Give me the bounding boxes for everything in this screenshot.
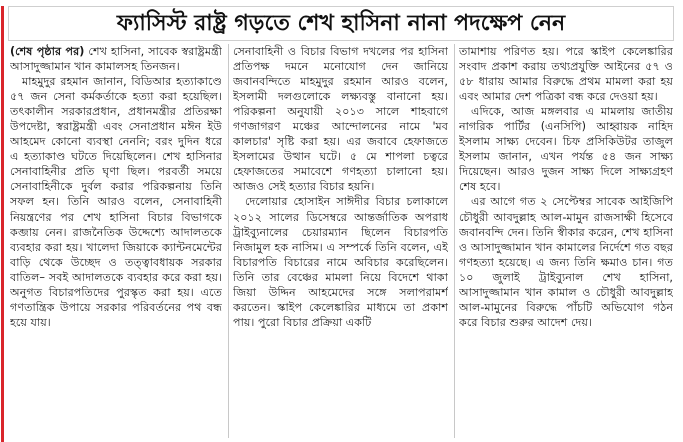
column-divider [228, 44, 229, 438]
paragraph [10, 44, 222, 74]
article-column-1 [10, 44, 222, 440]
paragraph: দেলোয়ার হোসাইন সাঈদীর বিচার চলাকালে ২০১২ সালের ডিসেম্বরে আন্তর্জাতিক অপরাধ ট্রাইব্যুনালের চেয়ারম্যান ছিলেন বিচারপতি নিজামুল হক নাসিম। এ সম্পর্কে তিনি বলেন, এই বিচারপতি বিচারের নামে অবিচার করেছিলেন। তিনি তার বেঞ্চের মামলা নিয়ে বিদেশে থাকা জিয়া উদ্দিন আহমেদের সঙ্গে সলাপরামর্শ করতেন। স্কাইপ কেলেঙ্কারির মাধ্যমে তা প্রকাশ পায়। পুরো বিচার প্রক্রিয়া একটি [233, 195, 448, 329]
paragraph: মাহমুদুর রহমান জানান, বিডিআর হত্যাকাণ্ডে ৫৭ জন সেনা কর্মকর্তাকে হত্যা করা হয়েছিল। তৎকালীন সরকারপ্রধান, প্রধানমন্ত্রীর প্রতিরক্ষা উপদেষ্টা, স্বরাষ্ট্রমন্ত্রী এবং সেনাপ্রধান মঈন ইউ আহমেদ কোনো ব্যবস্থা নেননি; বরং দুদিন ধরে এ হত্যাকাণ্ড ঘটতে দিয়েছিলেন। শেখ হাসিনার সেনাবাহিনীর প্রতি ঘৃণা ছিল। পরবর্তী সময়ে সেনাবাহিনীকে দুর্বল করার পরিকল্পনায় তিনি সফল হন। তিনি আরও বলেন, সেনাবাহিনী নিয়ন্ত্রণের পর শেখ হাসিনা বিচার বিভাগকে কব্জায় নেন। রাজনৈতিক উদ্দেশ্যে আদালতকে ব্যবহার করা হয়। খালেদা জিয়াকে ক্যান্টনমেন্টের বাড়ি থেকে উচ্ছেদ ও তত্ত্বাবধায়ক সরকার বাতিল– সবই আদালতকে ব্যবহার করে করা হয়। অনুগত বিচারপতিদের পুরস্কৃত করা হয়। এতে গণতান্ত্রিক উপায়ে সরকার পরিবর্তনের পথ বন্ধ হয়ে যায়। [10, 75, 222, 329]
column-divider [454, 44, 455, 438]
red-edge-rule [1, 6, 4, 442]
paragraph: এর আগে গত ২ সেপ্টেম্বর সাবেক আইজিপি চৌধুরী আবদুল্লাহ আল-মামুন রাজসাক্ষী হিসেবে জবানবন্দি দেন। তিনি স্বীকার করেন, শেখ হাসিনা ও আসাদুজ্জামান খান কামালের নির্দেশে গত বছর গণহত্যা হয়েছে। এ জন্য তিনি ক্ষমাও চান। গত ১০ জুলাই ট্রাইব্যুনাল শেখ হাসিনা, আসাদুজ্জামান খান কামাল ও চৌধুরী আবদুল্লাহ আল-মামুনের বিরুদ্ধে পাঁচটি অভিযোগ গঠন করে বিচার শুরুর আদেশ দেয়। [459, 195, 673, 329]
headline: ফ্যাসিস্ট রাষ্ট্র গড়তে শেখ হাসিনা নানা পদক্ষেপ নেন [8, 6, 674, 41]
article-column-3 [459, 44, 673, 440]
paragraph-text: শেখ হাসিনা, সাবেক স্বরাষ্ট্রমন্ত্রী আসাদুজ্জামান খান কামালসহ তিনজন। [10, 45, 222, 74]
continuation-marker: (শেষ পৃষ্ঠার পর) [10, 45, 85, 58]
article-column-2 [233, 44, 448, 440]
paragraph: সেনাবাহিনী ও বিচার বিভাগ দখলের পর হাসিনা প্রতিপক্ষ দমনে মনোযোগ দেন জানিয়ে জবানবন্দিতে মাহমুদুর রহমান আরও বলেন, ইসলামী দলগুলোকে লক্ষ্যবস্তু বানানো হয়। পরিকল্পনা অনুযায়ী ২০১৩ সালে শাহবাগে গণজাগরণ মঞ্চের আন্দোলনের নামে 'মব কালচার' সৃষ্টি করা হয়। এর জবাবে হেফাজতে ইসলামের উত্থান ঘটে। ৫ মে শাপলা চত্বরে হেফাজতের সমাবেশে গণহত্যা চালানো হয়। আজও সেই হত্যার বিচার হয়নি। [233, 45, 448, 194]
paragraph: এদিকে, আজ মঙ্গলবার এ মামলায় জাতীয় নাগরিক পার্টির (এনসিপি) আহ্বায়ক নাহিদ ইসলাম সাক্ষ্য দেবেন। চিফ প্রসিকিউটর তাজুল ইসলাম জানান, এখন পর্যন্ত ৫৪ জন সাক্ষ্য দিয়েছেন। আরও দুজন সাক্ষ্য দিলে সাক্ষ্যগ্রহণ শেষ হবে। [459, 105, 673, 194]
paragraph: তামাশায় পরিণত হয়। পরে স্কাইপ কেলেঙ্কারির সংবাদ প্রকাশ করায় তথ্যপ্রযুক্তি আইনের ৫৭ ও ৫৮ ধারায় আমার বিরুদ্ধে প্রথম মামলা করা হয় এবং আমার দেশ পত্রিকা বন্ধ করে দেওয়া হয়। [459, 45, 673, 104]
